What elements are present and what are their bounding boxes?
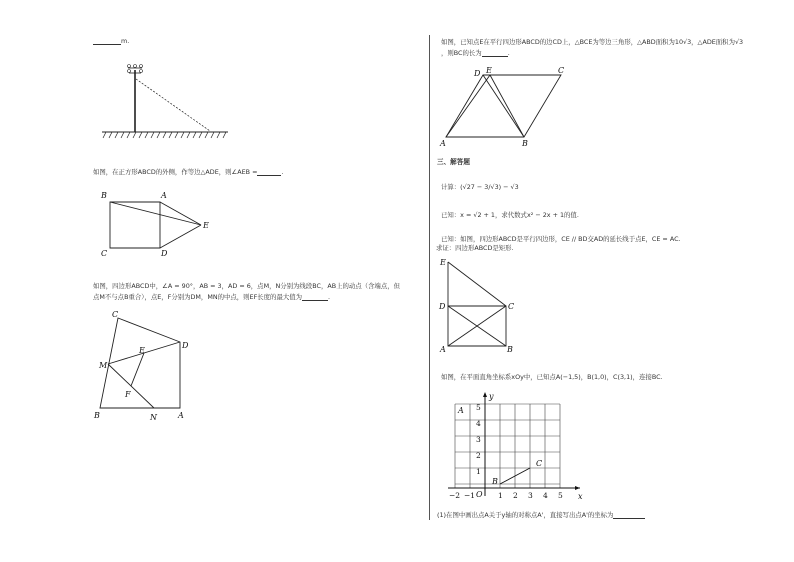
quad-figure — [90, 308, 200, 426]
question-coord: 如图，在平面直角坐标系xOy中，已知点A(−1,5)，B(1,0)，C(3,1)，连接BC. — [441, 373, 663, 381]
label-E: E — [203, 221, 209, 230]
coordinate-grid — [440, 388, 600, 506]
ytick: 3 — [476, 435, 481, 444]
xtick: 4 — [543, 491, 548, 500]
point-A-label: A — [458, 406, 464, 415]
point-C-label: C — [536, 459, 543, 468]
question-calc: 计算：(√27 − 3/√3) − √3 — [441, 183, 519, 191]
answer-line-height: m. — [93, 37, 129, 45]
axis-y-label: y — [489, 392, 494, 401]
ytick: 2 — [476, 451, 481, 460]
question-rect-line1: 已知：如图，四边形ABCD是平行四边形，CE // BD交AD的延长线于点E，CE = AC. — [441, 235, 681, 243]
xtick: −1 — [464, 491, 476, 500]
xtick: 1 — [498, 491, 503, 500]
question-square-text: 如图，在正方形ABCD的外侧，作等边△ADE，则∠AEB = . — [93, 168, 284, 176]
label-A: A — [178, 411, 184, 420]
label-F: F — [125, 390, 131, 399]
question-para-line2: ，则BC的长为 . — [441, 49, 510, 57]
question-rect-line2: 求证：四边形ABCD是矩形. — [436, 244, 514, 252]
ytick: 5 — [476, 403, 481, 412]
column-divider — [429, 35, 430, 520]
question-quad-line2: 点M不与点B重合），点E，F分别为DM，MN的中点，则EF长度的最大值为 . — [93, 293, 331, 301]
label-D: D — [161, 249, 168, 258]
label-E: E — [139, 346, 145, 355]
label-A: A — [161, 191, 167, 200]
question-coord-sub: (1)在图中画出点A关于y轴的对称点A'，直接写出点A'的坐标为 — [437, 511, 645, 519]
xtick: −2 — [449, 491, 461, 500]
label-B: B — [522, 139, 528, 148]
question-eval: 已知：x = √2 + 1，求代数式x² − 2x + 1的值. — [441, 211, 579, 219]
label-C: C — [112, 310, 119, 319]
pole-figure — [100, 58, 235, 143]
label-C: C — [101, 249, 108, 258]
square-figure — [96, 188, 221, 260]
label-E: E — [486, 66, 492, 75]
xtick: 5 — [558, 491, 563, 500]
label-D: D — [474, 69, 481, 78]
label-B: B — [94, 411, 100, 420]
label-B: B — [507, 345, 513, 354]
label-C: C — [508, 302, 515, 311]
xtick: 2 — [513, 491, 518, 500]
section-title: 三、解答题 — [437, 158, 470, 166]
origin-label: O — [476, 490, 483, 499]
rectangle-figure — [436, 254, 526, 356]
parallelogram-figure — [436, 63, 576, 149]
point-B-label: B — [492, 477, 498, 486]
label-A: A — [440, 345, 446, 354]
ytick: 4 — [476, 419, 481, 428]
label-D: D — [182, 341, 189, 350]
label-C: C — [558, 66, 565, 75]
question-quad-line1: 如图，四边形ABCD中，∠A = 90°，AB = 3，AD = 6，点M，N分别为线段BC，AB上的动点（含端点，但 — [93, 282, 400, 290]
axis-x-label: x — [578, 492, 583, 501]
label-N: N — [150, 413, 157, 422]
label-E: E — [440, 258, 446, 267]
question-para-line1: 如图，已知点E在平行四边形ABCD的边CD上，△BCE为等边三角形，△ABD面积为10√3，△ADE面积为√3 — [441, 38, 744, 46]
label-D: D — [439, 302, 446, 311]
ytick: 1 — [476, 467, 481, 476]
xtick: 3 — [528, 491, 533, 500]
label-B: B — [101, 191, 107, 200]
label-A: A — [440, 139, 446, 148]
label-M: M — [99, 361, 108, 370]
